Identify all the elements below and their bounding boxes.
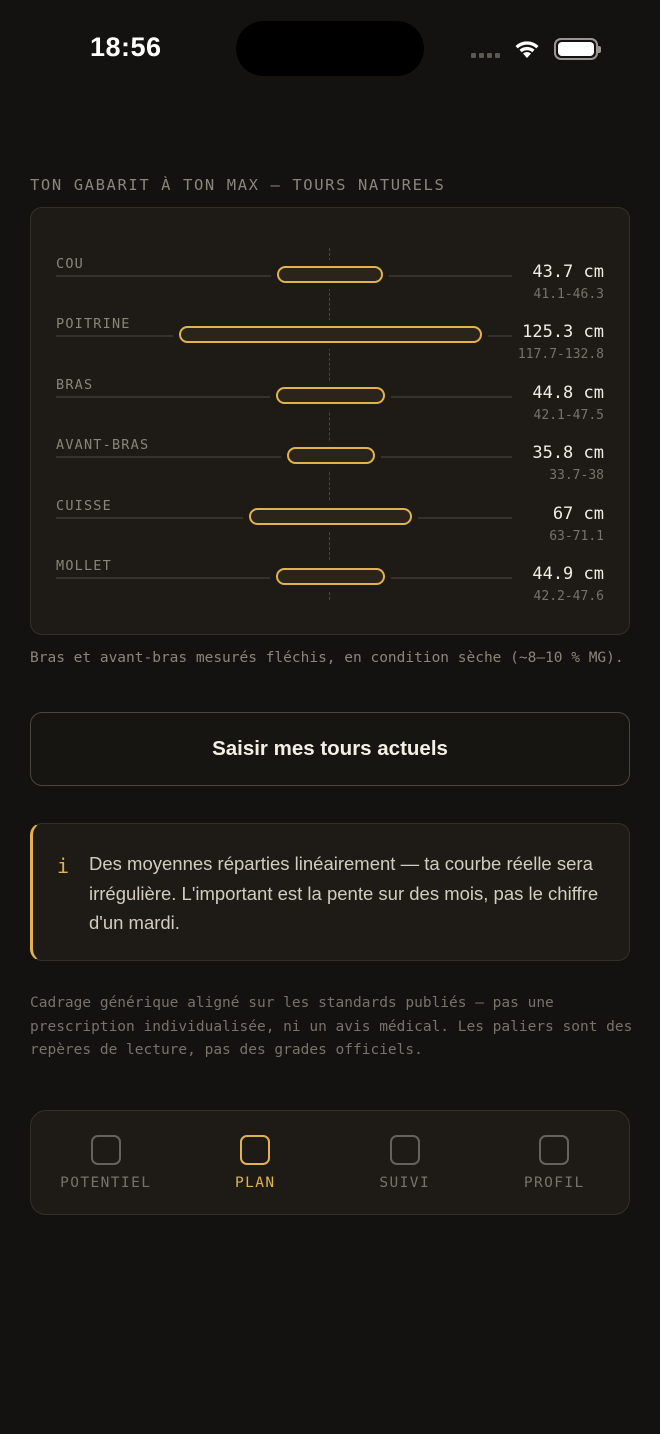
measurement-range: 63-71.1 bbox=[549, 529, 604, 544]
measurement-row-bras bbox=[31, 377, 629, 437]
measurement-range: 33.7-38 bbox=[549, 468, 604, 483]
plan-tab-icon bbox=[240, 1135, 270, 1165]
section-title: TON GABARIT À TON MAX — TOURS NATURELS bbox=[30, 176, 446, 194]
measurement-track bbox=[56, 456, 512, 458]
measurement-range-bar bbox=[277, 266, 383, 283]
measurement-label: AVANT-BRAS bbox=[56, 437, 150, 453]
measurement-row-cuisse bbox=[31, 498, 629, 558]
measurement-row-avant-bras bbox=[31, 437, 629, 497]
measurement-label: COU bbox=[56, 256, 84, 272]
measurement-range-bar bbox=[287, 447, 375, 464]
dynamic-island bbox=[236, 21, 424, 76]
bottom-tab-bar bbox=[30, 1110, 630, 1215]
measurement-range: 42.2-47.6 bbox=[533, 589, 604, 604]
measurement-value: 125.3 cm bbox=[522, 322, 604, 342]
battery-icon bbox=[554, 38, 598, 60]
measurement-label: MOLLET bbox=[56, 558, 112, 574]
measurement-range-bar bbox=[276, 387, 385, 404]
tab-label: PROFIL bbox=[523, 1175, 585, 1191]
measurement-range: 41.1-46.3 bbox=[533, 287, 604, 302]
info-icon: i bbox=[57, 854, 70, 878]
measurement-range: 42.1-47.5 bbox=[533, 408, 604, 423]
tab-profil[interactable] bbox=[480, 1111, 630, 1214]
measurement-value: 43.7 cm bbox=[532, 262, 604, 282]
disclaimer: Cadrage générique aligné sur les standards publiés — pas une prescription individualisée, ni un avis médical. Les paliers sont des repères de lecture, pas des grades officiels. bbox=[30, 995, 633, 1058]
tab-label: SUIVI bbox=[379, 1175, 431, 1191]
potentiel-tab-icon bbox=[91, 1135, 121, 1165]
wifi-icon bbox=[512, 38, 542, 60]
tab-label: POTENTIEL bbox=[60, 1175, 152, 1191]
cellular-signal-icon bbox=[471, 38, 500, 60]
tab-potentiel[interactable] bbox=[31, 1111, 181, 1214]
suivi-tab-icon bbox=[390, 1135, 420, 1165]
measurement-range-bar bbox=[276, 568, 385, 585]
measurements-card bbox=[30, 207, 630, 635]
measurement-range-bar bbox=[249, 508, 412, 525]
tab-suivi[interactable] bbox=[330, 1111, 480, 1214]
measurement-value: 67 cm bbox=[552, 504, 604, 524]
info-callout bbox=[30, 823, 630, 961]
status-time: 18:56 bbox=[90, 32, 162, 62]
info-text: Des moyennes réparties linéairement — ta courbe réelle sera irrégulière. L'important est la pente sur des mois, pas le chiffre d'un mardi. bbox=[89, 853, 599, 933]
measurement-row-mollet bbox=[31, 558, 629, 618]
measurement-range: 117.7-132.8 bbox=[517, 347, 604, 362]
measurement-note: Bras et avant-bras mesurés fléchis, en condition sèche (~8–10 % MG). bbox=[30, 650, 624, 666]
status-indicators bbox=[471, 36, 598, 62]
measurement-row-cou bbox=[31, 256, 629, 316]
measurement-label: BRAS bbox=[56, 377, 94, 393]
tab-label: PLAN bbox=[234, 1175, 276, 1191]
tab-plan[interactable] bbox=[181, 1111, 331, 1214]
measurement-row-poitrine bbox=[31, 316, 629, 376]
enter-measurements-button[interactable]: Saisir mes tours actuels bbox=[30, 712, 630, 786]
measurement-value: 44.9 cm bbox=[532, 564, 604, 584]
measurement-range-bar bbox=[179, 326, 482, 343]
profil-tab-icon bbox=[539, 1135, 569, 1165]
measurement-label: POITRINE bbox=[56, 316, 131, 332]
measurement-value: 44.8 cm bbox=[532, 383, 604, 403]
measurement-label: CUISSE bbox=[56, 498, 112, 514]
measurement-value: 35.8 cm bbox=[532, 443, 604, 463]
